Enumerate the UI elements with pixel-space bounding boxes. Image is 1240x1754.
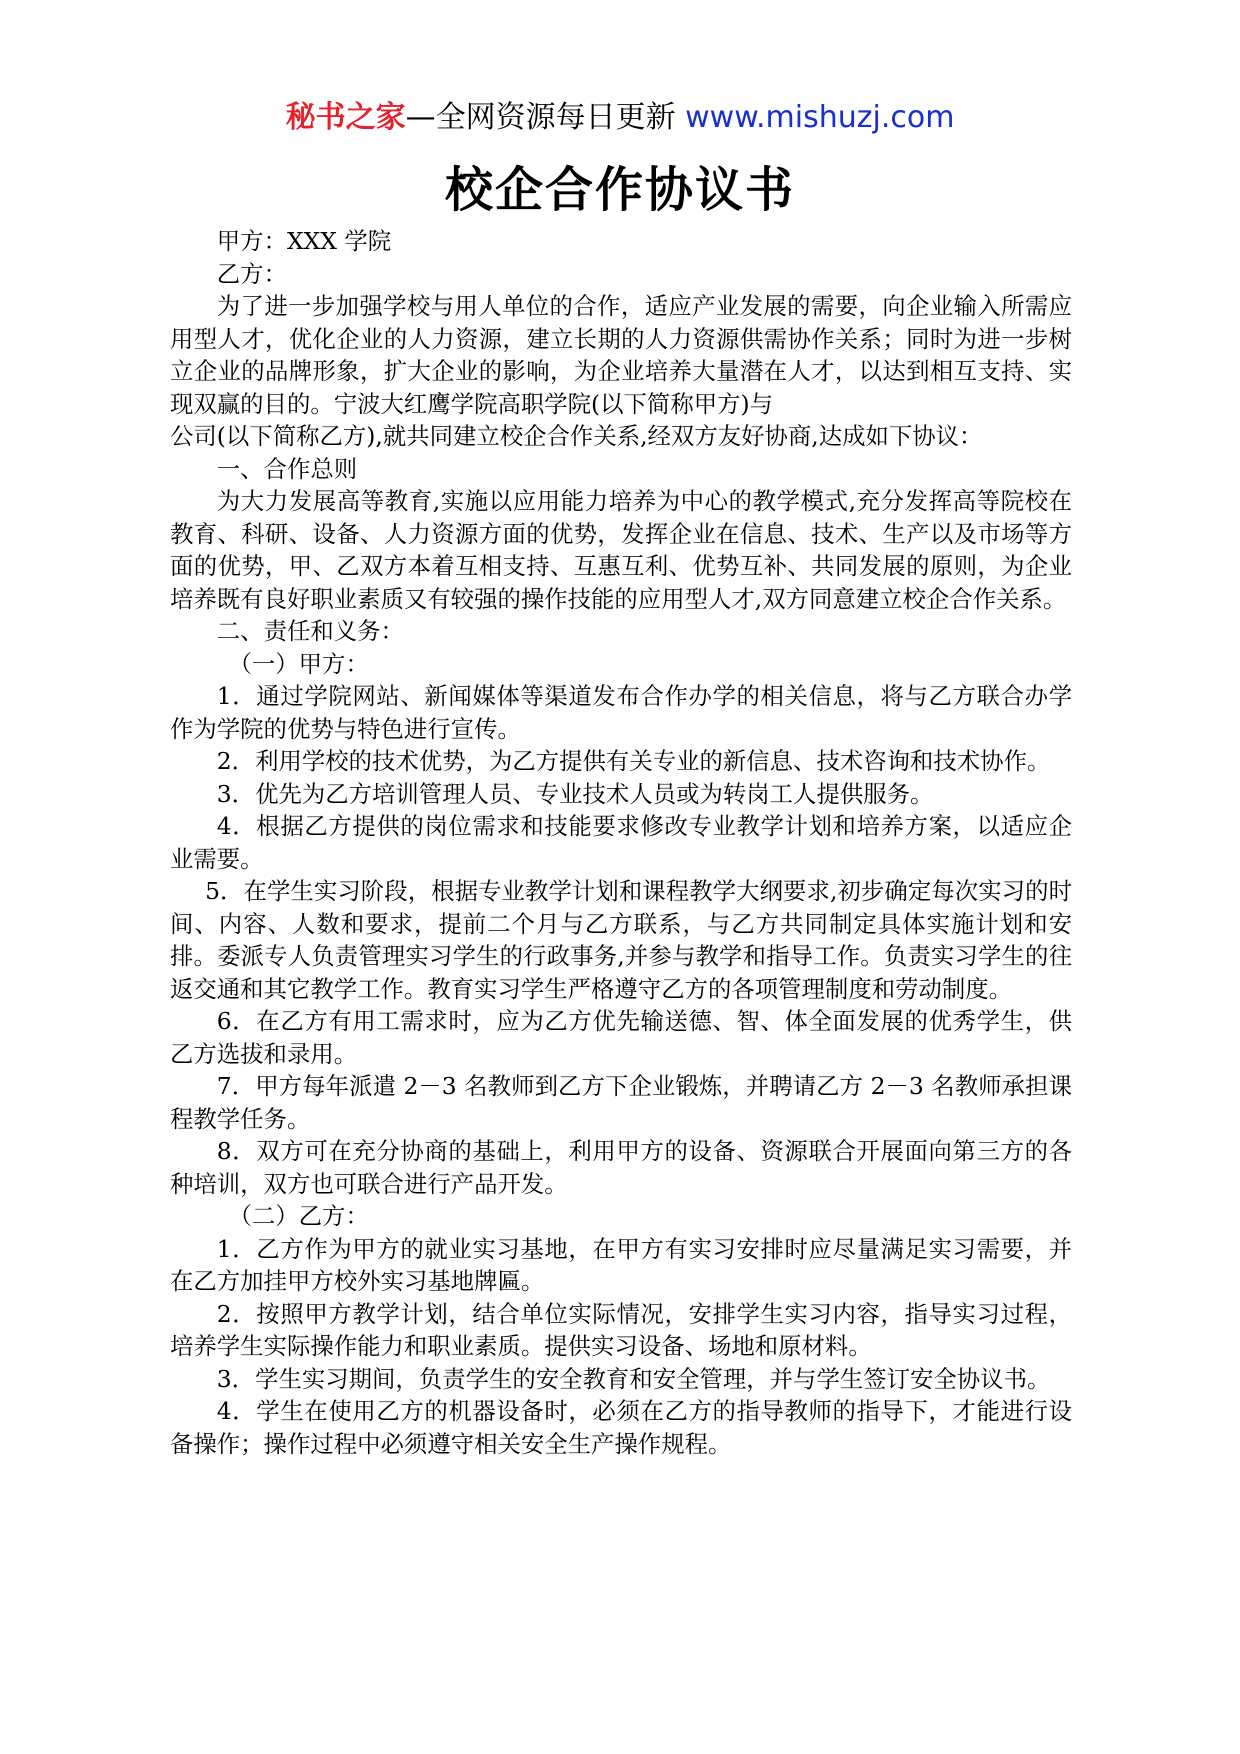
banner-tagline: —全网资源每日更新 xyxy=(405,100,676,135)
clause-item: 1．通过学院网站、新闻媒体等渠道发布合作办学的相关信息，将与乙方联合办学作为学院的优势与特色进行宣传。 xyxy=(170,682,1072,743)
document-title: 校企合作协议书 xyxy=(444,162,795,218)
preamble-paragraph: 为了进一步加强学校与用人单位的合作，适应产业发展的需要，向企业输入所需应用型人才，优化企业的人力资源，建立长期的人力资源供需协作关系；同时为进一步树立企业的品牌形象，扩大企业的影响，为企业培养大量潜在人才，以达到相互支持、实现双赢的目的。宁波大红鹰学院高职学院(以下简称甲方)与 xyxy=(170,292,1072,418)
clause-item: 4．学生在使用乙方的机器设备时，必须在乙方的指导教师的指导下，才能进行设备操作；操作过程中必须遵守相关安全生产操作规程。 xyxy=(170,1397,1072,1458)
subsection-heading: （二）乙方： xyxy=(228,1202,369,1230)
section-heading: 二、责任和义务： xyxy=(216,617,404,645)
party-a-line: 甲方：XXX 学院 xyxy=(216,227,392,255)
section-heading: 一、合作总则 xyxy=(216,454,358,483)
general-principles-paragraph: 为大力发展高等教育,实施以应用能力培养为中心的教学模式,充分发挥高等院校在教育、科研、设备、人力资源方面的优势，发挥企业在信息、技术、生产以及市场等方面的优势，甲、乙双方本着互相支持、互惠互利、优势互补、共同发展的原则，为企业培养既有良好职业素质又有较强的操作技能的应用型人才,双方同意建立校企合作关系。 xyxy=(170,487,1072,613)
subsection-heading: （一）甲方： xyxy=(228,649,369,678)
clause-item: 8．双方可在充分协商的基础上，利用甲方的设备、资源联合开展面向第三方的各种培训，双方也可联合进行产品开发。 xyxy=(170,1137,1072,1198)
clause-item: 7．甲方每年派遣 2－3 名教师到乙方下企业锻炼，并聘请乙方 2－3 名教师承担课程教学任务。 xyxy=(170,1072,1072,1133)
clause-item: 3．学生实习期间，负责学生的安全教育和安全管理，并与学生签订安全协议书。 xyxy=(216,1364,1051,1393)
clause-item: 5．在学生实习阶段，根据专业教学计划和课程教学大纲要求,初步确定每次实习的时间、内容、人数和要求，提前二个月与乙方联系，与乙方共同制定具体实施计划和安排。委派专人负责管理实习学生的行政事务,并参与教学和指导工作。负责实习学生的往返交通和其它教学工作。教育实习学生严格遵守乙方的各项管理制度和劳动制度。 xyxy=(170,877,1072,1003)
banner-brand: 秘书之家 xyxy=(285,100,406,135)
site-banner xyxy=(0,98,1240,138)
clause-item: 2．按照甲方教学计划，结合单位实际情况，安排学生实习内容，指导实习过程，培养学生实际操作能力和职业素质。提供实习设备、场地和原材料。 xyxy=(170,1299,1072,1360)
clause-item: 2．利用学校的技术优势，为乙方提供有关专业的新信息、技术咨询和技术协作。 xyxy=(216,747,1051,775)
banner-url[interactable]: www.mishuzj.com xyxy=(685,100,955,135)
document-body xyxy=(170,225,1072,1460)
clause-item: 6．在乙方有用工需求时，应为乙方优先输送德、智、体全面发展的优秀学生，供乙方选拔和录用。 xyxy=(170,1007,1072,1068)
clause-item: 1．乙方作为甲方的就业实习基地，在甲方有实习安排时应尽量满足实习需要，并在乙方加挂甲方校外实习基地牌匾。 xyxy=(170,1234,1072,1295)
party-b-line: 乙方： xyxy=(216,259,287,288)
clause-item: 3．优先为乙方培训管理人员、专业技术人员或为转岗工人提供服务。 xyxy=(216,779,934,808)
preamble-continuation: 公司(以下简称乙方),就共同建立校企合作关系,经双方友好协商,达成如下协议： xyxy=(170,422,983,450)
clause-item: 4．根据乙方提供的岗位需求和技能要求修改专业教学计划和培养方案，以适应企业需要。 xyxy=(170,812,1072,873)
